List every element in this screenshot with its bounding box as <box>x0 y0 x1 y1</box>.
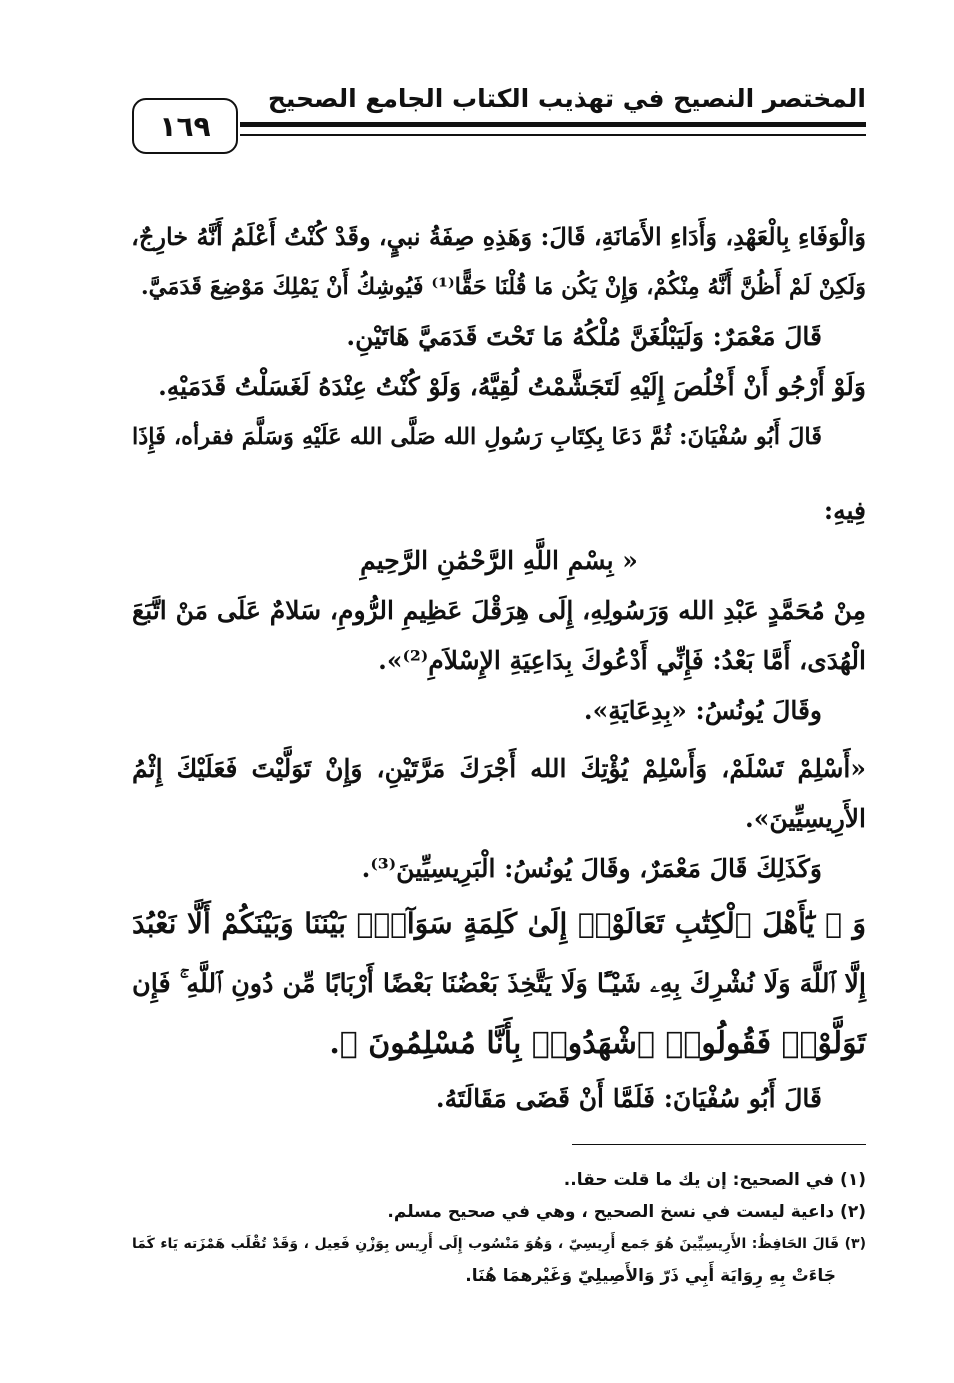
text-line: قَالَ أَبُو سُفْيَانَ: ثُمَّ دَعَا بِكِتَابِ رَسُولِ الله صَلَّى الله عَلَيْهِ وَسَلَّمَ فقرأه، فَإِذَا <box>132 424 822 450</box>
text-line: وقَالَ يُونُسُ: «بِدِعَايَةِ». <box>583 696 822 725</box>
text-line: «أَسْلِمْ تَسْلَمْ، وَأَسْلِمْ يُؤْتِكَ الله أَجْرَكَ مَرَّتَيْنِ، وَإِنْ تَوَلَّيْتَ فَعَلَيْكَ إِثْمُ <box>132 754 866 783</box>
header-rule-thin <box>240 134 866 136</box>
text-line: وَلَكِنْ لَمْ أَظُنَّ أَنَّهُ مِنْكُمْ، وَإِنْ يَكُن مَا قُلْنَا حَقًّا⁽¹⁾ فَيُوشِكُ أَنْ يَمْلِكَ مَوْضِعَ قَدَمَيَّ. <box>140 274 866 300</box>
footnote: (٢) داعية ليست في نسخ الصحيح ، وهي في صحيح مسلم. <box>387 1202 866 1222</box>
basmala: « بِسْمِ اللَّهِ الرَّحْمَٰنِ الرَّحِيمِ <box>360 546 638 575</box>
main-text <box>132 212 866 1124</box>
text-line: قَالَ أَبُو سُفْيَانَ: فَلَمَّا أَنْ قَضَى مَقَالَتَهُ. <box>435 1084 822 1113</box>
header-rule-thick <box>240 122 866 127</box>
footnote-continuation: جَاءَتْ بِهِ رِوَايَة أَبِي ذَرّ وَالأَصِيلِيّ وَغَيْرهمَا هُنَا. <box>465 1266 836 1286</box>
footnote: (١) في الصحيح: إن يك ما قلت حقا.. <box>563 1170 866 1190</box>
footnotes <box>132 1164 866 1292</box>
text-line: وَالْوَفَاءِ بِالْعَهْدِ، وَأَدَاءِ الأَمَانَةِ، قَالَ: وَهَذِهِ صِفَةُ نبيٍ، وقَدْ كُنْتُ أَعْلَمُ أَنَّهُ خارِجٌ، <box>131 222 866 251</box>
text-line: الأَرِيسِيِّينَ». <box>745 804 866 833</box>
book-title: المختصر النصيح في تهذيب الكتاب الجامع الصحيح <box>267 84 866 113</box>
quran-verse-line: إِلَّا ٱللَّهَ وَلَا نُشْرِكَ بِهِۦ شَيْـًٔا وَلَا يَتَّخِذَ بَعْضُنَا بَعْضًا أَرْبَابًا مِّن دُونِ ٱللَّهِ ۚ فَإِن <box>132 969 866 999</box>
text-line: فِيهِ: <box>823 496 866 525</box>
text-line: وَلَوْ أَرْجُو أَنْ أَخْلُصَ إِلَيْهِ لَتَجَشَّمْتُ لُقِيَّهُ، وَلَوْ كُنْتُ عِنْدَهُ لَغَسَلْتُ قَدَمَيْهِ. <box>158 372 866 401</box>
quran-verse-line: وَ ﴿ يَٰٓأَهْلَ ٱلْكِتَٰبِ تَعَالَوْا۟ إِلَىٰ كَلِمَةٍ سَوَآءٍۭ بَيْنَنَا وَبَيْنَكُمْ أَلَّا نَعْبُدَ <box>132 907 866 940</box>
text-line: وَكَذَلِكَ قَالَ مَعْمَرٌ، وقَالَ يُونُسُ: الْبَرِيسِيِّينَ⁽³⁾. <box>361 854 822 883</box>
quran-verse-line: تَوَلَّوْا۟ فَقُولُوا۟ ٱشْهَدُوا۟ بِأَنَّا مُسْلِمُونَ ﴾. <box>329 1026 866 1061</box>
page-number: ١٦٩ <box>132 98 238 154</box>
page-header <box>132 84 866 164</box>
text-line: الْهُدَى، أَمَّا بَعْدُ: فَإِنِّي أَدْعُوكَ بِدَاعِيَةِ الإِسْلاَمِ⁽²⁾». <box>378 646 866 675</box>
text-line: قَالَ مَعْمَرٌ: وَلَيَبْلُغَنَّ مُلْكُهُ مَا تَحْتَ قَدَمَيَّ هَاتَيْنِ. <box>346 322 822 351</box>
text-line: مِنْ مُحَمَّدٍ عَبْدِ الله وَرَسُولِهِ، إِلَى هِرَقْلَ عَظِيمِ الرُّومِ، سَلامٌ عَلَى مَنْ اتَّبَعَ <box>132 596 866 625</box>
footnote-separator <box>572 1144 866 1145</box>
footnote: (٣) قَالَ الحَافِظُ: الأَرِيسِيِّينَ هُوَ جَمع أَرِيسِيّ ، وَهُوَ مَنْسُوب إِلَى أَرِيس بِوَزْنِ فَعِيل ، وَقَدْ تُقْلَب هَمْزَته يَاء كَمَا <box>132 1236 866 1252</box>
